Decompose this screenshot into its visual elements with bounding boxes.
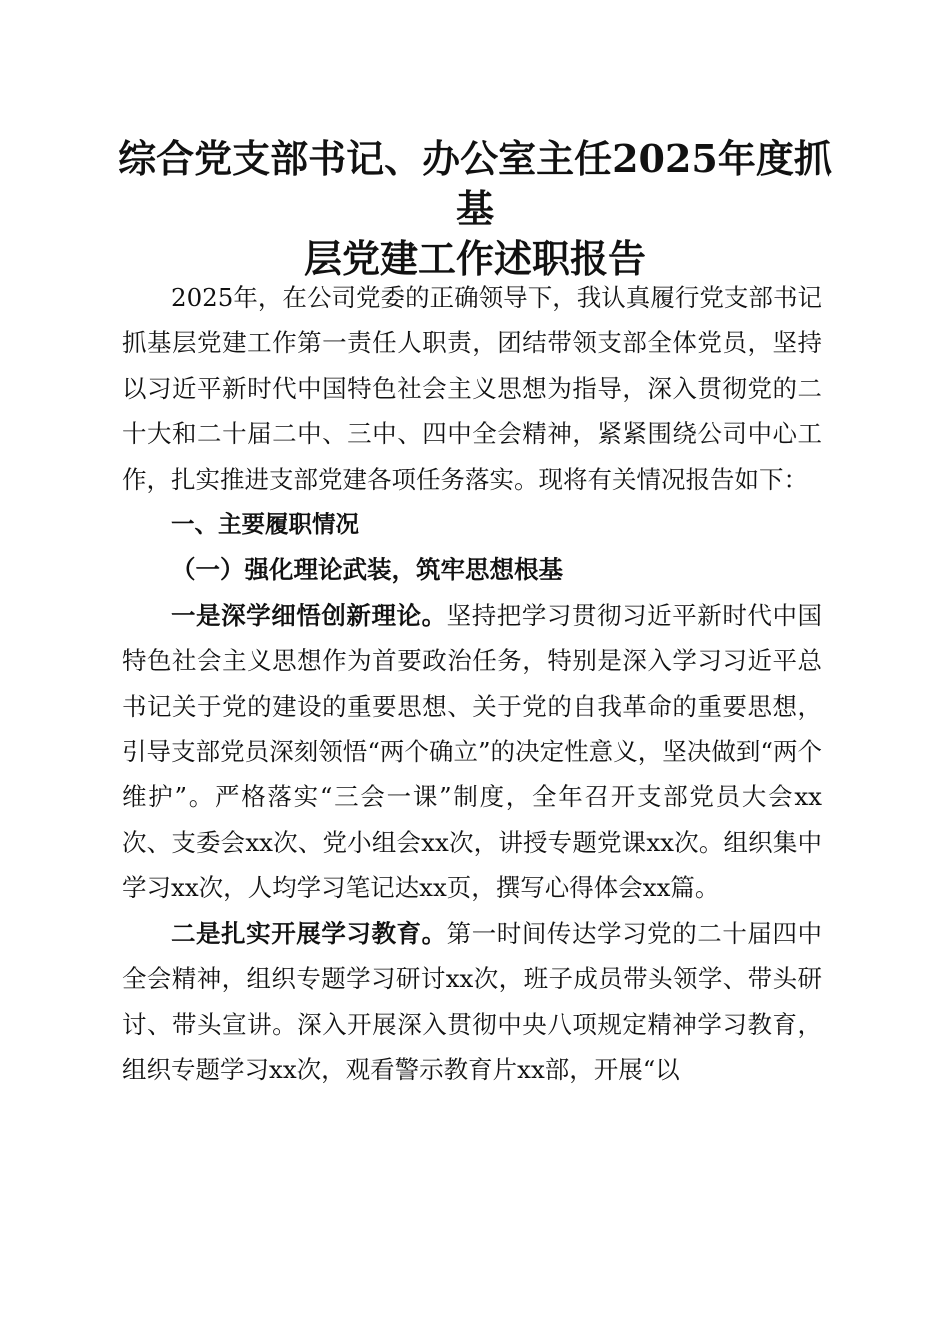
report-title-line-2: 层党建工作述职报告 <box>303 236 646 281</box>
subsection-heading-1: （一）强化理论武装，筑牢思想根基 <box>171 555 563 585</box>
section-heading-1: 一、主要履职情况 <box>171 510 359 539</box>
paragraph-2-lead: 二是扎实开展学习教育。 <box>171 918 447 948</box>
paragraph-2-text: 第一时间传达学习党的二十届四中全会精神，组织专题学习研讨xx次，班子成员带头领学、带头研讨、带头宣讲。深入开展深入贯彻中央八项规定精神学习教育，组织专题学习xx次，观看警示教育片xx部，开展“以 <box>122 918 823 1084</box>
paragraph-1 <box>122 593 822 911</box>
paragraph-2 <box>122 911 822 1093</box>
paragraph-1-lead: 一是深学细悟创新理论。 <box>171 600 447 630</box>
report-title <box>110 134 840 284</box>
paragraph-1-text: 坚持把学习贯彻习近平新时代中国特色社会主义思想作为首要政治任务，特别是深入学习习近平总书记关于党的建设的重要思想、关于党的自我革命的重要思想，引导支部党员深刻领悟“两个确立”的决定性意义，坚决做到“两个维护”。严格落实“三会一课”制度，全年召开支部党员大会xx次、支委会xx次、党小组会xx次，讲授专题党课xx次。组织集中学习xx次，人均学习笔记达xx页，撰写心得体会xx篇。 <box>122 600 823 903</box>
report-title-line-1: 综合党支部书记、办公室主任2025年度抓基 <box>118 136 832 231</box>
intro-paragraph: 2025年，在公司党委的正确领导下，我认真履行党支部书记抓基层党建工作第一责任人职责，团结带领支部全体党员，坚持以习近平新时代中国特色社会主义思想为指导，深入贯彻党的二十大和二十届二中、三中、四中全会精神，紧紧围绕公司中心工作，扎实推进支部党建各项任务落实。现将有关情况报告如下： <box>122 283 822 494</box>
report-body <box>122 275 822 1092</box>
